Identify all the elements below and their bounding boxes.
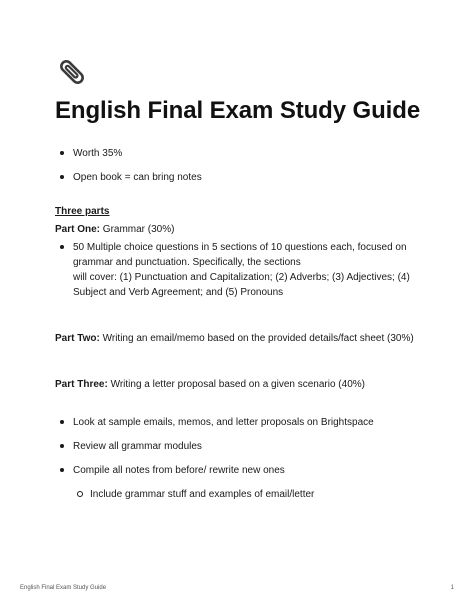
part-two-text: Writing an email/memo based on the provided details/fact sheet (30%) <box>99 333 414 344</box>
footer-title: English Final Exam Study Guide <box>20 585 107 591</box>
list-item: Open book = can bring notes <box>55 170 425 185</box>
part-three-text: Writing a letter proposal based on a given scenario (40%) <box>107 379 365 390</box>
part-one-label: Part One: <box>55 224 101 235</box>
tips-list <box>55 415 425 511</box>
list-item: Review all grammar modules <box>55 439 425 454</box>
list-item: Worth 35% <box>55 146 425 161</box>
list-item: Look at sample emails, memos, and letter proposals on Brightspace <box>55 415 425 430</box>
part-one-details <box>55 240 425 309</box>
part-three <box>55 377 425 392</box>
part-one-detail-line: grammar and punctuation. Specifically, the sections <box>73 257 301 268</box>
sub-list-item: Include grammar stuff and examples of email/letter <box>55 487 425 502</box>
part-one-text: Grammar (30%) <box>100 224 175 235</box>
part-one-detail-line: will cover: (1) Punctuation and Capitalization; (2) Adverbs; (3) Adjectives; (4) <box>73 272 410 283</box>
page-title: English Final Exam Study Guide <box>55 97 421 124</box>
page-number: 1 <box>450 585 454 591</box>
three-parts-heading <box>55 204 425 219</box>
paperclip-icon <box>56 56 88 88</box>
part-three-label: Part Three: <box>55 379 108 390</box>
list-item: Compile all notes from before/ rewrite new ones <box>55 463 425 478</box>
intro-list <box>55 146 425 194</box>
part-one-heading <box>55 222 425 237</box>
part-one-detail-line: Subject and Verb Agreement; and (5) Pronouns <box>73 287 284 298</box>
section-heading: Three parts <box>55 206 110 217</box>
part-two-label: Part Two: <box>55 333 100 344</box>
part-two <box>55 331 425 346</box>
list-item <box>55 240 425 300</box>
part-one-detail-line: 50 Multiple choice questions in 5 sections of 10 questions each, focused on <box>73 242 407 253</box>
